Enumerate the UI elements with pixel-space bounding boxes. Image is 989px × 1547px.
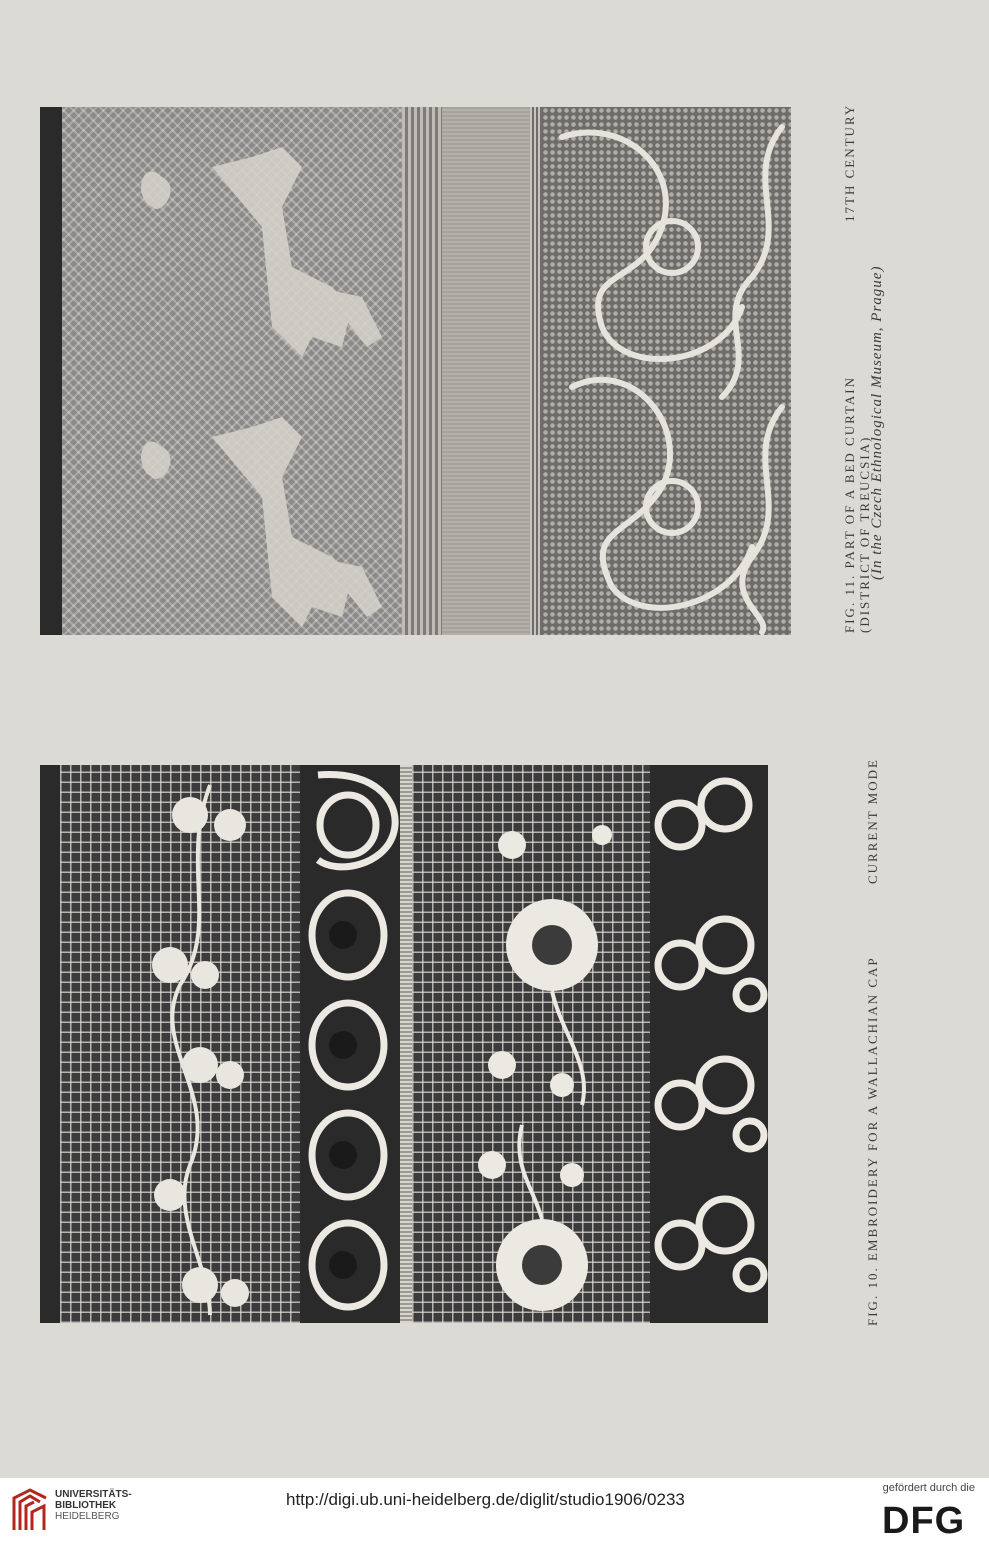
stag-motif: [141, 417, 382, 627]
library-line-2: BIBLIOTHEK: [55, 1500, 117, 1511]
net-band-roses: [412, 765, 650, 1323]
scroll-motif: [562, 127, 782, 632]
fig11-title-caption: FIG. 11. PART OF A BED CURTAIN: [842, 375, 857, 633]
library-name: [55, 1489, 132, 1522]
fig10-title-caption: FIG. 10. EMBROIDERY FOR A WALLACHIAN CAP: [865, 956, 880, 1326]
library-line-1: UNIVERSITÄTS-: [55, 1489, 132, 1500]
rose-motif: [478, 825, 612, 1311]
stag-motif: [141, 147, 382, 357]
lace-scroll-band: [542, 107, 791, 635]
insertion-stripe: [402, 107, 442, 635]
insertion-stripe: [530, 107, 542, 635]
fig11-century-caption: 17TH CENTURY: [842, 103, 857, 222]
linen-band: [442, 107, 530, 635]
heidelberg-library-logo-icon: [10, 1486, 50, 1534]
figure-10-photograph: [40, 765, 768, 1323]
dfg-logo: DFG: [882, 1500, 966, 1542]
fig11-museum-caption: (In the Czech Ethnological Museum, Prague): [869, 265, 885, 580]
source-url[interactable]: http://digi.ub.uni-heidelberg.de/diglit/studio1906/0233: [286, 1490, 685, 1509]
fig11-district-caption: (DISTRICT OF TREUCSIA): [857, 435, 872, 633]
footer-bar: [0, 1478, 989, 1547]
net-band-floral-vine: [60, 765, 300, 1323]
funding-note: gefördert durch die: [882, 1482, 975, 1494]
figure-11-photograph: [40, 107, 791, 635]
net-band-with-stags: [62, 107, 402, 635]
scalloped-eyelet-border: [298, 765, 410, 1323]
scalloped-loop-border: [650, 765, 768, 1323]
library-line-3: HEIDELBERG: [55, 1511, 120, 1522]
floral-vine-motif: [152, 797, 249, 1307]
fig10-mode-caption: CURRENT MODE: [865, 758, 880, 884]
